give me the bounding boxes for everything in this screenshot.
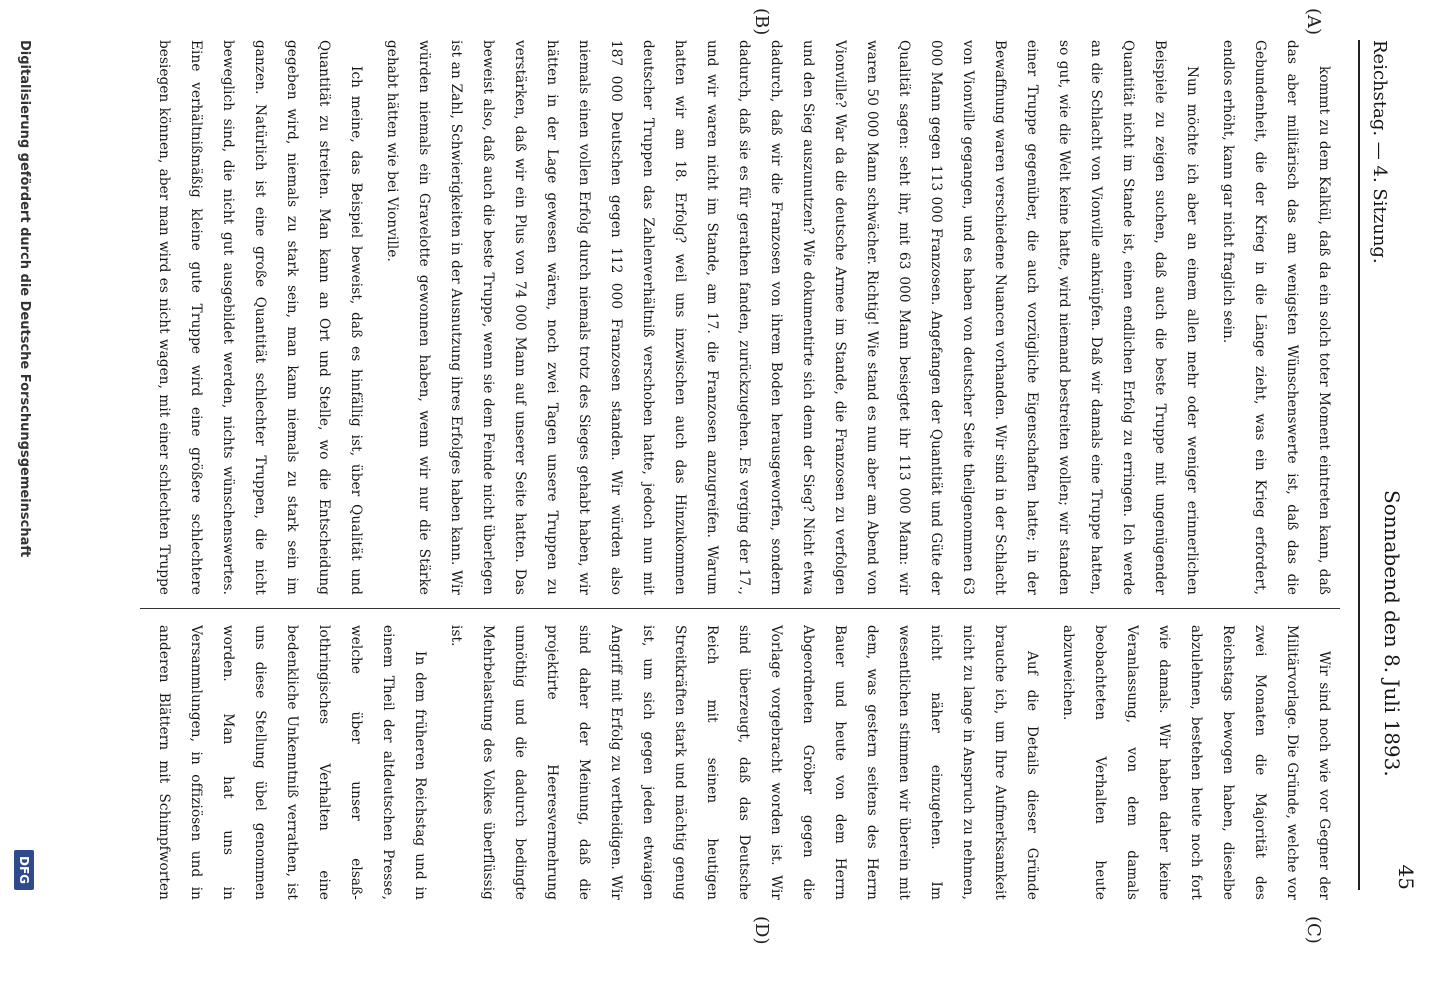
paragraph: Ich meine, das Beispiel beweist, daß es hinfällig ist, über Qualität und Quantität zu streiten. Man kann an Ort und Stelle, wo die Entscheidung gegeben wird, niemals zu stark sein, man kann niemals zu stark sein im ganzen. Natürlich ist eine große Quantität schlechter Truppen, die nicht beweglich sind, die nicht gut ausgebildet werden, nichts wünschenswertes. Eine verhältnißmäßig kleine gute Truppe wird eine größere schlechtere besiegen können, aber man wird es nicht wagen, mit einer schlechten Truppe — [156, 40, 364, 595]
dfg-logo: DFG — [14, 850, 34, 890]
digitization-credit — [8, 40, 34, 890]
paragraph: Wir sind noch wie vor Gegner der Militärvorlage. Die Gründe, welche vor zwei Monaten die Majorität des Reichstags bewogen haben, dieselbe abzulehnen, bestehen heute noch fort wie damals. Wir haben daher keine Veranlassung, von dem damals beobachteten Verhalten heute abzuweichen. — [1060, 625, 1332, 900]
margin-mark-a: (A) — [1303, 8, 1324, 36]
header-session: Reichstag. — 4. Sitzung. — [1369, 40, 1390, 264]
margin-mark-c: (C) — [1303, 916, 1324, 944]
margin-mark-b: (B) — [751, 8, 772, 36]
page-number: 45 — [1394, 864, 1418, 890]
header-date: Sonnabend den 8. Juli 1893. — [1380, 490, 1404, 777]
column-divider — [140, 608, 1340, 609]
right-column — [140, 625, 1340, 900]
paragraph: In dem früheren Reichstag und in einem Theil der altdeutschen Presse, welche über unser elsaß-lothringisches Verhalten eine bedenkliche Unkenntniß verrathen, ist uns diese Stellung übel genommen worden. Man hat uns in Versammlungen, in offiziösen und in anderen Blättern mit Schimpfworten — [156, 625, 428, 900]
paragraph: Nun möchte ich aber an einem allen mehr oder weniger erinnerlichen Beispiele zu zeigen suchen, daß auch die beste Truppe mit ungenügender Quantität nicht im Stande ist, einen endlichen Erfolg zu erringen. Ich werde an die Schlacht von Vionville anknüpfen. Daß wir damals eine Truppe hatten, so gut, wie die Welt keine hatte, wird niemand bestreiten wollen; wir standen einer Truppe gegenüber, die auch vorzügliche Eigenschaften hatte; in der Bewaffnung waren verschiedene Nuancen vorhanden. Wir sind in der Schlacht von Vionville gegangen, und es haben von deutscher Seite theilgenommen 63 000 Mann gegen 113 000 Franzosen. Angefangen der Quantität und Güte der Qualität sagen: seht ihr, mit 63 000 Mann besiegtet ihr 113 000 Mann: wir waren 50 000 Mann schwächer. Richtig! Wie stand es nun aber am Abend von Vionville? War da die deutsche Armee im Stande, die Franzosen zu verfolgen und den Sieg auszunutzen? Wie dokumentirte sich denn der Sieg? Nicht etwa dadurch, daß wir die Franzosen von ihrem Boden herausgeworfen, sondern dadurch, daß sie es für gerathen fanden, zurückzugehen. Es verging der 17., und wir waren nicht im Stande, am 17. die Franzosen anzugreifen. Warum hatten wir am 18. Erfolg? weil uns inzwischen auch das Hinzukommen deutscher Truppen das Zahlenverhältniß verschoben hatte, jedoch nun mit 187 000 Deutschen gegen 112 000 Franzosen standen. Wir würden also niemals einen vollen Erfolg durch niemals trotz des Sieges gehabt haben, wir hätten in der Lage gewesen wären, noch zwei Tagen unsere Truppen zu verstärken, daß wir ein Plus von 74 000 Mann auf unserer Seite hatten. Das beweist also, daß auch die beste Truppe, wenn sie dem Feinde nicht überlegen ist an Zahl, Schwierigkeiten in der Ausnutzung ihres Erfolges haben kann. Wir würden niemals ein Gravelotte gewonnen haben, wenn wir nur die Stärke gehabt hätten wie bei Vionville. — [384, 40, 1200, 595]
header-rule — [1358, 40, 1360, 890]
credit-text: Digitalisierung gefördert durch die Deutsche Forschungsgemeinschaft — [17, 40, 32, 558]
paragraph: Auf die Details dieser Gründe brauche ich, um Ihre Aufmerksamkeit nicht zu lange in Anspruch zu nehmen, nicht näher einzugehen. Im wesentlichen stimmen wir überein mit dem, was gestern seitens des Herrn Bauer und heute von dem Herrn Abgeordneten Gröber gegen die Vorlage vorgebracht worden ist. Wir sind überzeugt, daß das Deutsche Reich mit seinen heutigen Streitkräften stark und mächtig genug ist, um sich gegen jeden etwaigen Angriff mit Erfolg zu vertheidigen. Wir sind daher der Meinung, daß die projektirte Heeresvermehrung unnöthig und die dadurch bedingte Mehrbelastung des Volkes überflüssig ist. — [448, 625, 1040, 900]
paragraph: kommt zu dem Kalkül, daß da ein solch toter Moment eintreten kann, daß das aber militärisch das am wenigsten Wünschenswerte ist, daß das die Gebundenheit, die der Krieg in die Länge zieht, was ein Krieg erfordert, endlos erhöht, kann gar nicht fraglich sein. — [1220, 40, 1332, 595]
left-column — [140, 40, 1340, 595]
margin-mark-d: (D) — [751, 916, 772, 945]
